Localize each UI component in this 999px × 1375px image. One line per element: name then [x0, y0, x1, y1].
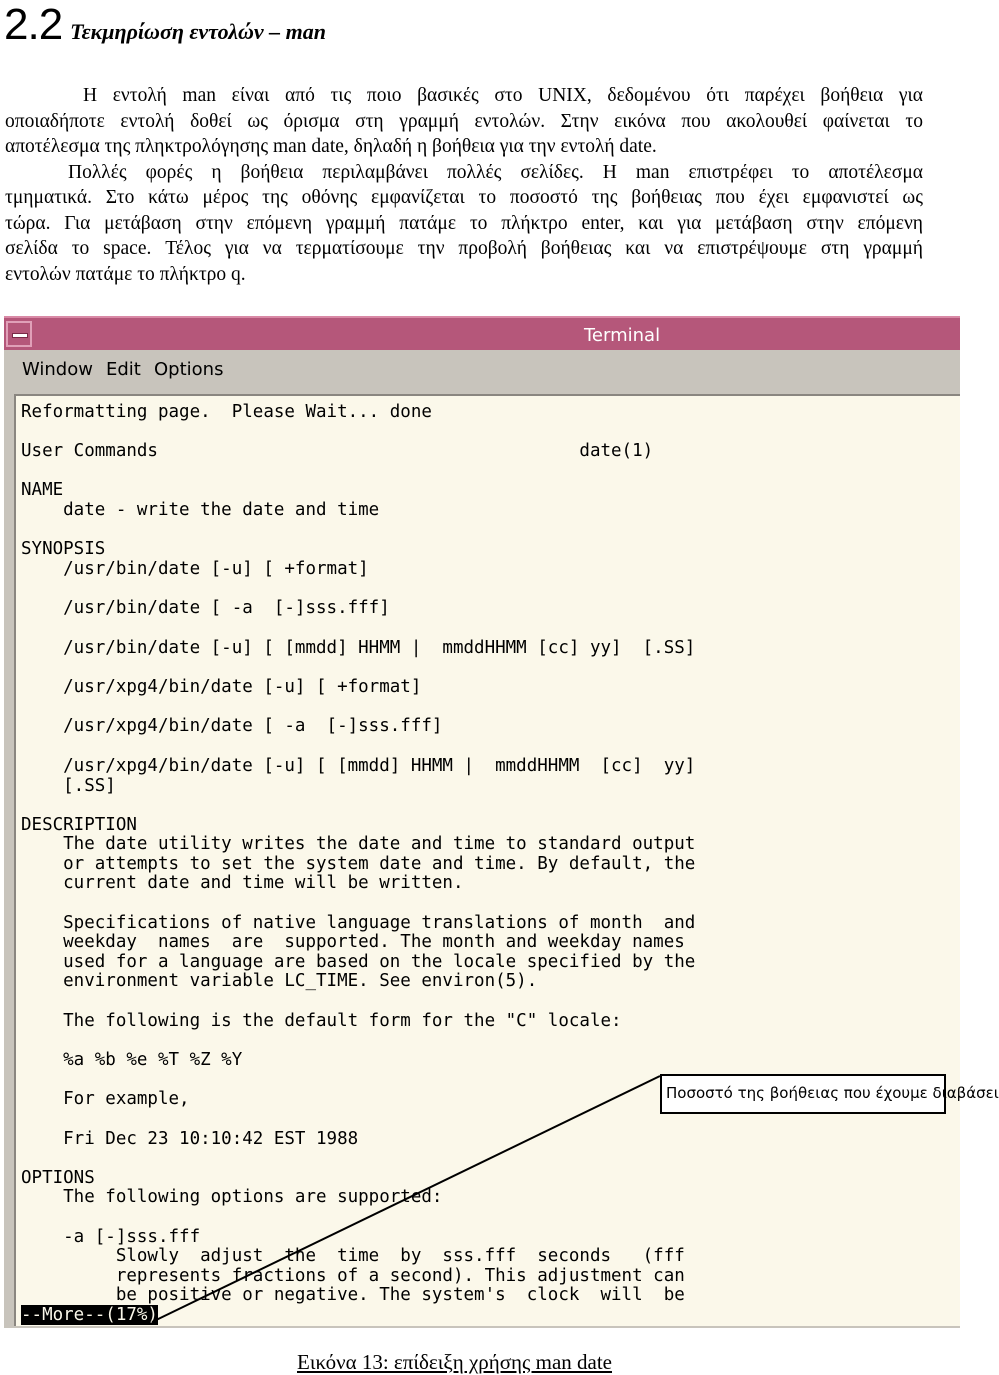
terminal-line: weekday names are supported. The month and weekday names — [21, 932, 685, 952]
paragraph-line: τμηματικά. Στο κάτω μέρος της οθόνης εμφανίζεται το ποσοστό της βοήθειας που έχει εμφανιστεί ως — [5, 187, 923, 208]
terminal-line: used for a language are based on the locale specified by the — [21, 952, 696, 972]
terminal-line: current date and time will be written. — [21, 873, 464, 893]
paragraph-line: σελίδα το space. Τέλος για να τερματίσουμε την προβολή βοήθειας και να επιστρέψουμε στη γραμμή — [5, 238, 923, 259]
paragraph-line: Πολλές φορές η βοήθεια περιλαμβάνει πολλές σελίδες. Η man επιστρέφει το αποτέλεσμα — [68, 161, 923, 183]
terminal-line: The date utility writes the date and time to standard output — [21, 834, 696, 854]
terminal-line: represents fractions of a second). This adjustment can — [21, 1266, 685, 1286]
terminal-line: DESCRIPTION — [21, 815, 137, 835]
terminal-line: /usr/bin/date [-u] [ [mmdd] HHMM | mmddHHMM [cc] yy] [.SS] — [21, 638, 696, 658]
terminal-line: environment variable LC_TIME. See environ(5). — [21, 971, 538, 991]
terminal-line: %a %b %e %T %Z %Y — [21, 1050, 243, 1070]
menu-edit[interactable]: Edit — [106, 359, 141, 380]
terminal-line: Reformatting page. Please Wait... done — [21, 402, 432, 422]
terminal-line: SYNOPSIS — [21, 539, 106, 559]
paragraph-line: οποιαδήποτε εντολή δοθεί ως όρισμα στη γραμμή εντολών. Στην εικόνα που ακολουθεί φαίνεται το — [5, 110, 923, 132]
terminal-line: /usr/xpg4/bin/date [ -a [-]sss.fff] — [21, 716, 443, 736]
terminal-title: Terminal — [584, 325, 661, 346]
section-number: 2.2 — [4, 0, 63, 49]
terminal-line: Slowly adjust the time by sss.fff seconds (fff — [21, 1246, 685, 1266]
terminal-line: NAME — [21, 480, 64, 500]
terminal-line: /usr/bin/date [-u] [ +format] — [21, 559, 369, 579]
terminal-line: OPTIONS — [21, 1168, 95, 1188]
callout-box: Ποσοστό της βοήθειας που έχουμε διαβάσει — [660, 1074, 946, 1114]
terminal-line: Fri Dec 23 10:10:42 EST 1988 — [21, 1129, 359, 1149]
terminal-line: User Commands date(1) — [21, 441, 654, 461]
paragraph-line: Η εντολή man είναι από τις ποιο βασικές στο UNIX, δεδομένου ότι παρέχει βοήθεια για — [83, 85, 923, 106]
paragraph-line: εντολών πατάμε το πλήκτρο q. — [5, 263, 246, 285]
terminal-line: be positive or negative. The system's clock will be — [21, 1285, 685, 1305]
terminal-line: /usr/xpg4/bin/date [-u] [ +format] — [21, 677, 422, 697]
terminal-line: For example, — [21, 1089, 190, 1109]
section-title: Τεκμηρίωση εντολών – man — [70, 19, 327, 44]
figure-caption: Εικόνα 13: επίδειξη χρήσης man date — [297, 1350, 612, 1374]
terminal-line: /usr/xpg4/bin/date [-u] [ [mmdd] HHMM | mmddHHMM [cc] yy] — [21, 756, 696, 776]
menu-window[interactable]: Window — [22, 359, 93, 380]
more-prompt: --More--(17%) — [21, 1305, 158, 1325]
terminal-line: The following options are supported: — [21, 1187, 443, 1207]
terminal-line: /usr/bin/date [ -a [-]sss.fff] — [21, 598, 390, 618]
terminal-line: [.SS] — [21, 776, 116, 796]
terminal-line: Specifications of native language translations of month and — [21, 913, 696, 933]
terminal-line: -a [-]sss.fff — [21, 1227, 201, 1247]
paragraph-line: αποτέλεσμα της πληκτρολόγησης man date, δηλαδή η βοήθεια για την εντολή date. — [5, 136, 657, 157]
terminal-line: date - write the date and time — [21, 500, 380, 520]
terminal-line: The following is the default form for the "C" locale: — [21, 1011, 622, 1031]
terminal-line: or attempts to set the system date and time. By default, the — [21, 854, 696, 874]
menu-options[interactable]: Options — [154, 359, 224, 380]
paragraph-line: τώρα. Για μετάβαση στην επόμενη γραμμή πατάμε το πλήκτρο enter, και για μετάβαση στην επόμενη — [5, 212, 923, 234]
